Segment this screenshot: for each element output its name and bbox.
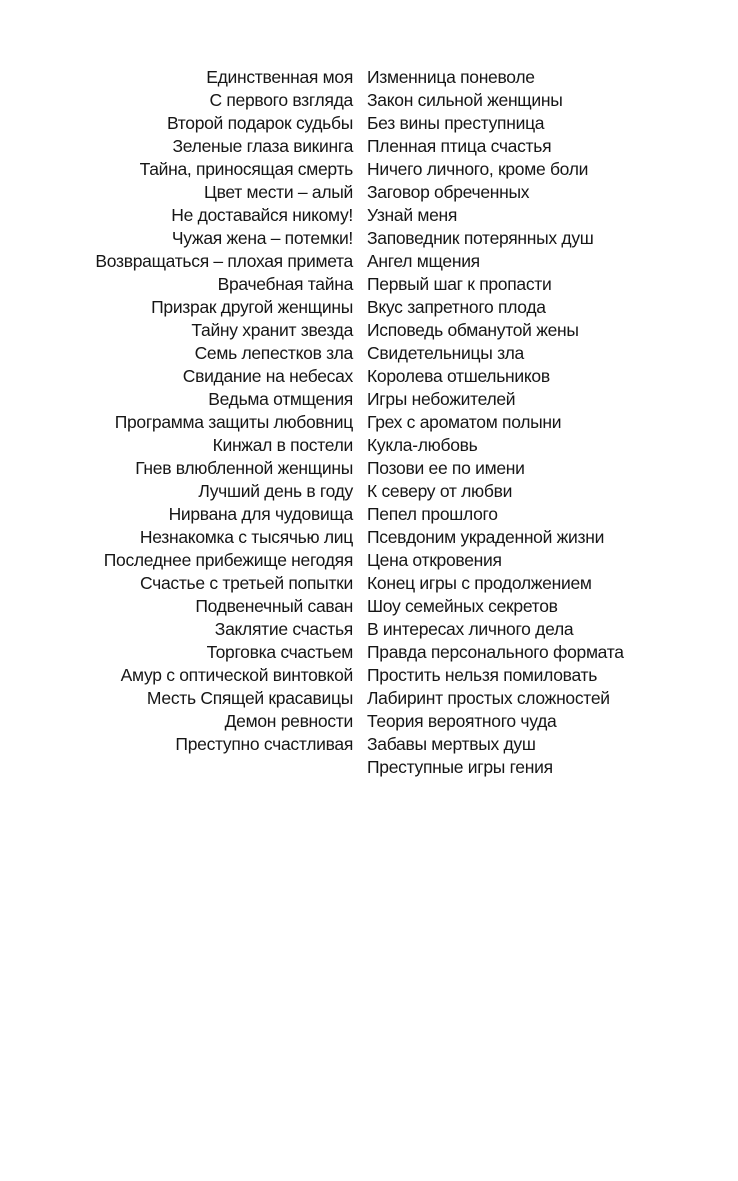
title-item-right: Ангел мщения [367, 251, 480, 271]
title-item-right: Узнай меня [367, 205, 458, 225]
title-item-left: Ведьма отмщения [208, 389, 353, 409]
title-item-left: Лучший день в году [198, 481, 353, 501]
title-item-right: Свидетельницы зла [367, 343, 524, 363]
title-item-right: Пепел прошлого [367, 504, 498, 524]
title-item-right: Заговор обреченных [367, 182, 530, 202]
title-item-left: Зеленые глаза викинга [172, 136, 353, 156]
title-item-right: Грех с ароматом полыни [367, 412, 562, 432]
title-item-right: Лабиринт простых сложностей [367, 688, 610, 708]
title-item-right: Позови ее по имени [367, 458, 525, 478]
title-list [0, 66, 738, 779]
title-item-right: Изменница поневоле [367, 67, 535, 87]
title-item-left: Призрак другой женщины [151, 297, 353, 317]
title-item-right: Правда персонального формата [367, 642, 624, 662]
title-item-left: Месть Спящей красавицы [146, 688, 353, 708]
title-item-right: Ничего личного, кроме боли [367, 159, 589, 179]
title-item-left: Свидание на небесах [182, 366, 353, 386]
title-item-right: В интересах личного дела [367, 619, 574, 639]
title-item-right: Закон сильной женщины [367, 90, 563, 110]
title-item-left: Не доставайся никому! [171, 205, 353, 225]
title-item-left: Тайну хранит звезда [191, 320, 353, 340]
right-column [367, 66, 738, 779]
title-item-right: Заповедник потерянных душ [367, 228, 594, 248]
title-item-right: Вкус запретного плода [367, 297, 546, 317]
title-item-left: Амур с оптической винтовкой [120, 665, 353, 685]
title-item-left: Гнев влюбленной женщины [135, 458, 353, 478]
title-item-left: Незнакомка с тысячью лиц [139, 527, 353, 547]
title-item-left: Подвенечный саван [195, 596, 353, 616]
title-item-left: Единственная моя [206, 67, 353, 87]
title-item-left: Тайна, приносящая смерть [139, 159, 353, 179]
title-item-left: Кинжал в постели [212, 435, 353, 455]
title-item-right: Преступные игры гения [367, 757, 553, 777]
title-item-left: Семь лепестков зла [194, 343, 353, 363]
title-item-right: Теория вероятного чуда [367, 711, 557, 731]
title-item-right: Цена откровения [367, 550, 502, 570]
title-item-right: Шоу семейных секретов [367, 596, 558, 616]
title-item-right: Кукла-любовь [367, 435, 478, 455]
title-item-left [0, 756, 353, 779]
title-item-right: Конец игры с продолжением [367, 573, 592, 593]
left-column [0, 66, 353, 779]
title-item-left: Врачебная тайна [217, 274, 353, 294]
title-item-left: Счастье с третьей попытки [140, 573, 353, 593]
title-item-left: Цвет мести – алый [203, 182, 353, 202]
title-item-right: К северу от любви [367, 481, 513, 501]
title-item-right: Простить нельзя помиловать [367, 665, 598, 685]
title-item-right: Первый шаг к пропасти [367, 274, 552, 294]
title-item-left: Нирвана для чудовища [168, 504, 353, 524]
title-item-left: Второй подарок судьбы [166, 113, 353, 133]
title-item-left: Программа защиты любовниц [114, 412, 353, 432]
title-item-right: Исповедь обманутой жены [367, 320, 579, 340]
title-item-left: Преступно счастливая [175, 734, 353, 754]
title-item-left: С первого взгляда [209, 90, 353, 110]
title-item-left: Возвращаться – плохая примета [95, 251, 353, 271]
title-item-left: Последнее прибежище негодяя [103, 550, 353, 570]
title-item-right: Королева отшельников [367, 366, 550, 386]
title-item-left: Чужая жена – потемки! [171, 228, 353, 248]
title-item-left: Торговка счастьем [206, 642, 353, 662]
title-item-left: Демон ревности [224, 711, 353, 731]
title-item-right: Забавы мертвых душ [367, 734, 536, 754]
title-item-right: Игры небожителей [367, 389, 516, 409]
title-item-right: Без вины преступница [367, 113, 545, 133]
title-item-right: Пленная птица счастья [367, 136, 552, 156]
title-item-right: Псевдоним украденной жизни [367, 527, 605, 547]
title-item-left: Заклятие счастья [214, 619, 353, 639]
